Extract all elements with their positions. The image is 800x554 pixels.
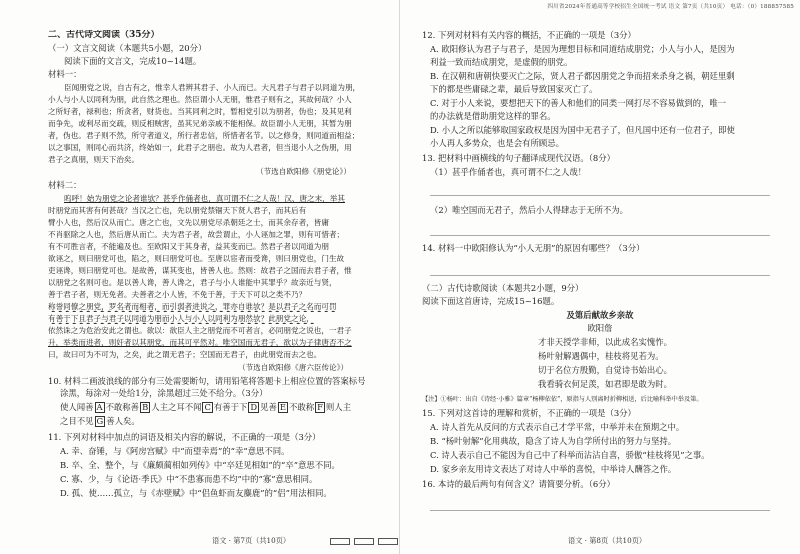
material2-line: 不肖驱除之人也，然后唐从而亡。夫为君子者，故尝谓止，小人诬加之罪，则有可惜者； [48,230,345,239]
q10-segment: 见善 [260,402,277,412]
answer-line[interactable] [430,235,770,236]
q11-option-a: A. 幸、奋锤，与《阿房宫赋》中“而望幸焉”的“幸”意思不同。 [60,446,290,456]
subsection-title: （一）文言文阅读（本题共5小题，20分） [48,43,207,53]
q15-option-d: D. 家乡亲友用诗文表达了对诗人中举的喜悦，中举诗人酬答之作。 [430,464,677,474]
q12-option-d-cont: 小人再人多势众，也是会有所顾忌。 [430,138,564,148]
q10-mark-g[interactable]: G [96,416,104,426]
q12-stem: 12. 下列对材料有关内容的概括，不正确的一项是（3分） [422,30,636,40]
answer-line[interactable] [430,510,770,511]
section-title: 二、古代诗文阅读（35分） [48,30,160,40]
q10-segment: 不敢称善 [105,402,140,412]
q10-mark-a[interactable]: A [96,402,103,412]
q12-option-c-cont: 的办法就是借助朋党这样的罪名。 [430,111,556,121]
scan-mark [330,538,350,545]
scan-mark [354,538,374,545]
poem-note: 【注】①杨叶：出自《诗经·小雅》篇章“杨柳依依”，原指与人别离时折柳相送，后比喻科举中举及第。 [422,396,703,403]
q13-item-1: （1）甚乎作俑者也，真可谓不仁之人哉！ [430,167,587,177]
q10-stem: 10. 材料二画波浪线的部分有三处需要断句，请用铅笔将答题卡上相应位置的答案标号 [48,376,366,386]
material2-line: 依然诛之为危治安此之谓也。欲以：欲臣人主之朋党而不可者言，必同朋党之说也，一君子 [48,326,352,335]
q12-option-a-cont: 利益一致而结成朋党，是虚假的朋党。 [430,57,573,67]
q10-mark-d[interactable]: D [250,402,258,412]
q12-option-b-cont: 下的都是些庸碌之辈，最后导致国家灭亡了。 [430,84,598,94]
material1-line: 小人与小人以同利为朋，此自然之理也。然臣谓小人无朋，惟君子则有之，其故何哉？小人 [48,95,352,104]
q15-option-b: B. “杨叶射解”化用典故，隐含了诗人为自学所付出的努力与坚持。 [430,436,677,446]
q11-option-b: B. 卒、全、整个，与《廉颇蔺相如列传》中“卒廷见相如”的“卒”意思不同。 [60,460,340,470]
q10-mark-e[interactable]: E [279,402,286,412]
material2-line: 升，举类而进者，则奸者以其朋党，而其可平然对。唯空国而无君子，欲以为子律唐否不之 [48,338,352,347]
q10-mark-f[interactable]: F [317,402,323,412]
material1-label: 材料一： [48,69,82,79]
q10-segment: 使人闻善 [60,402,94,412]
q12-option-b: B. 在汉朝和唐朝快要灭亡之际，贤人君子都因朋党之争而招来杀身之祸，朝廷里剩 [430,71,735,81]
material1-line: 者，伪也。君子则不然，所守者道义，所行者忠信，所惜者名节。以之修身，则同道而相益； [48,131,360,140]
q10-mark-b[interactable]: B [142,402,149,412]
q12-option-d: D. 小人之所以能够取国家政权是因为国中无君子了，但凡国中还有一位君子，即使 [430,125,735,135]
material2-label: 材料二： [48,180,82,190]
q10-mark-c[interactable]: C [204,402,211,412]
right-page-footer: 语文 · 第8页（共10页） [568,536,647,545]
material1-source: （节选自欧阳修《朋党论》） [256,167,351,176]
q10-segment: 人主之耳不闻 [151,402,202,412]
poem-title: 及第后献故乡亲故 [566,310,634,320]
answer-line[interactable] [430,275,770,276]
material2-wavy-line: 有善于下且君子与君子以同道为朋而小人与小人以同利为朋然欤？此朋党之论， [48,314,314,323]
material1-line: 以之事国，则同心而共济，终始如一，此君子之朋也。故为人君者，但当退小人之伪朋，用 [48,143,352,152]
q10-segment: 有善于下 [213,402,248,412]
q11-option-c: C. 寡、少，与《论语·季氏》中“不患寡而患不均”中的“寡”意思相同。 [60,474,318,484]
left-page-footer: 语文 · 第7页（共10页） [212,536,291,545]
material2-line: 以朋党之名则可也。是以善人谗，善人谗之，君子与小人谁能中其罪乎？故亲近与贤， [48,278,337,287]
material2-line: 臂小人也，然后汉从而亡。唐之亡也，文先以朋党尽杀朝廷之士，而其余存者，皆庸 [48,218,329,227]
q13-item-2: （2）唯空国而无君子，然后小人得肆志于无所不为。 [430,205,628,215]
material2-line: 欲诬之，则曰朋党可也，陷之，则曰朋党可也。至唐以宦者而受谗，则曰朋党也，门生故 [48,254,345,263]
q11-option-d: D. 孤、使……孤立，与《赤壁赋》中“侣鱼虾而友麋鹿”的“侣”用法相同。 [60,488,332,498]
material2-line: 曰，故曰可为不可为，之矣，此之谓无君子；空国而无君子，由此朋党而去之也。 [48,350,322,359]
material1-line: 而争先，或利尽而交疏，则反相贼害，虽其兄弟亲戚不能相保。故臣谓小人无朋，其暂为朋 [48,119,352,128]
poem-line: 我看骑衣何足羡，如君即是敢为时。 [538,379,672,389]
material1-line: 君子之真朋，则天下治矣。 [48,155,140,164]
q13-stem: 13. 把材料中画横线的句子翻译成现代汉语。（8分） [422,153,615,163]
material1-line: 之所好者，禄利也；所贪者，财货也。当其同利之时，暂相党引以为朋者，伪也；及其见利 [48,107,352,116]
q14-stem: 14. 材料一中欧阳修认为“小人无朋”的原因有哪些？（3分） [422,243,645,253]
right-page [400,0,800,554]
q10-sentence [60,402,351,413]
q10-stem: 涂黑，每涂对一处给1分，涂黑超过三处不给分。（3分） [60,388,268,398]
sub2-instruction: 阅读下面这首唐诗，完成15~16题。 [422,296,560,306]
answer-line[interactable] [430,195,770,196]
material1-line: 臣闻朋党之说，自古有之，惟幸人君辨其君子、小人而已。大凡君子与君子以同道为朋， [64,83,361,92]
sub2-title: （二）古代诗歌阅读（本题共2小题，9分） [422,283,584,293]
q12-option-a: A. 欧阳修认为君子与君子，是因为理想目标和同道结成朋党；小人与小人，是因为 [430,44,735,54]
exam-banner: 四川省2024年普通高等学校招生全国统一考试 语文 第7页（共10页） 电话：（0）188857585 [547,4,794,10]
material2-line: 吏诬谗，则曰朋党可也。是故善，谋其变也，皆善人也。然则：故君子之国而去君子者，惟 [48,266,352,275]
q15-stem: 15. 下列对这首诗的理解和赏析，不正确的一项是（3分） [422,408,636,418]
material2-line: 时朋党而其害有何甚哉？当汉之亡也，先以朋党禁锢天下贤人君子，而其后有 [48,206,307,215]
q11-stem: 11. 下列对材料中加点的词语及相关内容的解说，不正确的一项是（3分） [48,432,321,442]
q10-sentence-cont [60,416,140,427]
poem-line: 杨叶射解遇偶中，桂枝将见若为。 [538,351,664,361]
poem-author: 欧阳詹 [587,323,613,333]
q10-segment: 不敢称 [288,402,315,412]
poem-line: 切于名位方殷勤，自觉诗书始出心。 [538,365,672,375]
q10-segment: 善人矣。 [106,416,140,426]
q10-segment: 则人主 [325,402,352,412]
material2-line: 呜呼！始为朋党之论者谁欤？甚乎作俑者也，真可谓不仁之人哉！汉、唐之末，举其 [64,194,345,203]
material2-source: （节选自欧阳修《唐六臣传论》） [238,363,349,372]
material2-wavy-line: 称誉同僚之朋党，罗名者而相者，而引弱者进说之，罪亦自谁欤？是以君子之名而可罚 [48,302,337,311]
q16-stem: 16. 本诗的最后两句有何含义？请简要分析。（6分） [422,479,615,489]
q10-segment: 之目不见 [60,416,94,426]
material2-line: 有不可胜言者，不能遍及也。至欧阳又于其身者，益其变而已。然君子者以同道为朋 [48,242,329,251]
q12-option-c: C. 对于小人来说，要想把天下的善人和他们的同类一网打尽不容易做到的，唯一 [430,98,727,108]
q15-option-c: C. 诗人表示自己不能因为自己中了科举而沾沾自喜，骄傲“桂枝将见”之事。 [430,450,710,460]
scan-mark [378,538,398,545]
material2-line: 善于君子者，则无免者。夫善者之小人皆，不免于善，于天下可以之类不乃？ [48,290,307,299]
q15-option-a: A. 诗人首先从反问的方式表示自己才学平常，中举并未在预期之中。 [430,422,685,432]
reading-instruction: 阅读下面的文言文，完成10~14题。 [64,56,202,66]
poem-line: 才非天授学非师，以此成名实愧怍。 [538,337,672,347]
